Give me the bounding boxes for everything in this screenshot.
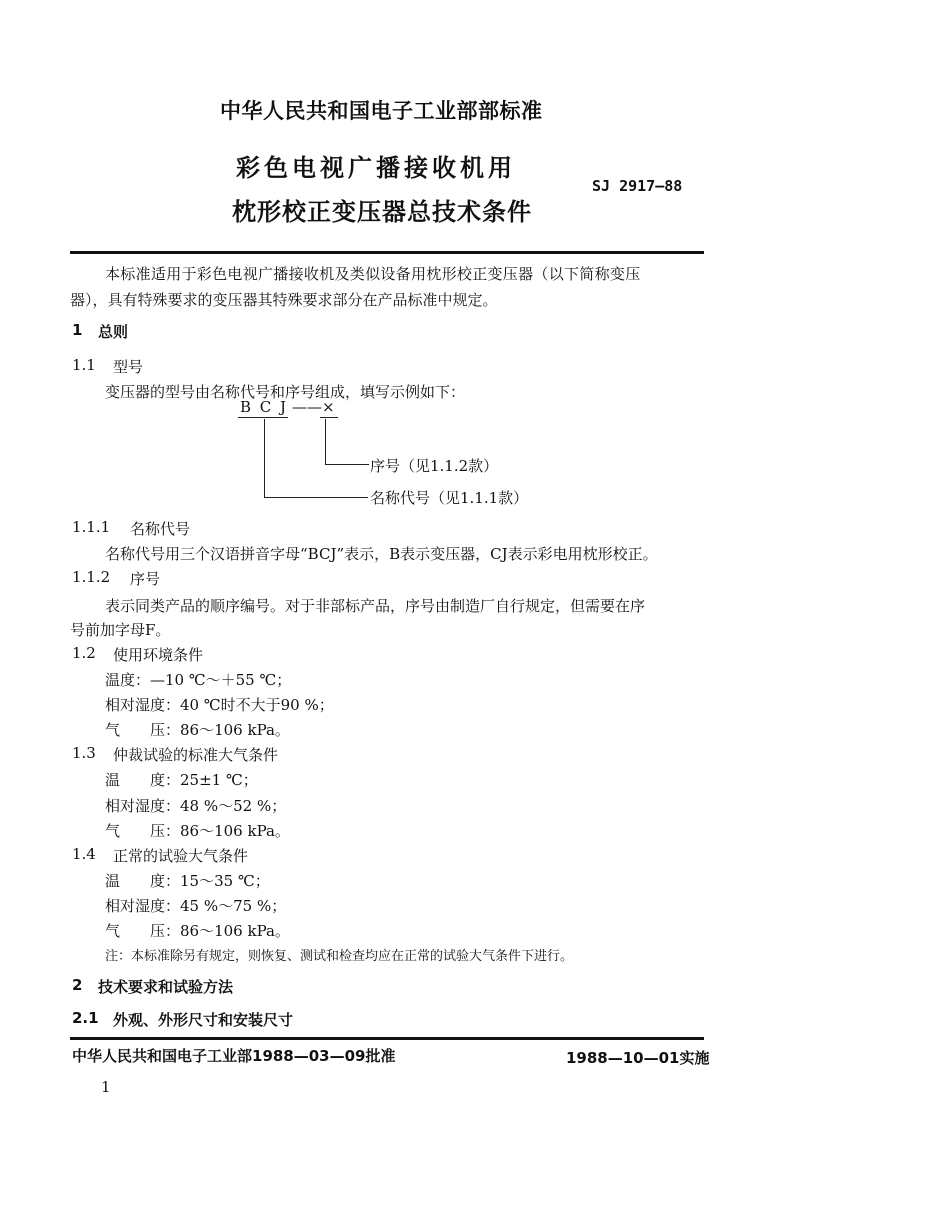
section-1-4-title: 正常的试验大气条件 [113, 847, 249, 865]
section-1-3-temperature: 温 度：25±1 ℃； [105, 771, 258, 789]
section-1-2-number: 1.2 [72, 644, 96, 662]
note: 注：本标准除另有规定，则恢复、测试和检查均应在正常的试验大气条件下进行。 [105, 949, 574, 964]
header-rule [70, 251, 704, 254]
section-2-title: 技术要求和试验方法 [98, 978, 234, 996]
name-leader-vertical [264, 419, 265, 497]
section-1-2-humidity: 相对湿度：40 ℃时不大于90 %； [105, 696, 334, 714]
section-1-4-temperature: 温 度：15～35 ℃； [105, 872, 270, 890]
section-2-1-number: 2.1 [72, 1009, 99, 1027]
model-code: B C J [240, 398, 289, 416]
section-1-2-temperature: 温度：—10 ℃～＋55 ℃； [105, 671, 292, 689]
section-1-3-pressure: 气 压：86～106 kPa。 [105, 822, 290, 840]
title-line-1: 彩色电视广播接收机用 [236, 154, 516, 182]
section-1-4-pressure: 气 压：86～106 kPa。 [105, 922, 290, 940]
serial-underline [320, 417, 338, 418]
section-1-1-1-title: 名称代号 [130, 520, 191, 538]
intro-line-1: 本标准适用于彩色电视广播接收机及类似设备用枕形校正变压器（以下简称变压 [105, 265, 641, 283]
approval-date: 中华人民共和国电子工业部1988—03—09批准 [72, 1047, 396, 1065]
section-1-title: 总则 [98, 323, 129, 341]
section-1-3-number: 1.3 [72, 744, 96, 762]
section-1-3-title: 仲裁试验的标准大气条件 [113, 746, 279, 764]
section-1-2-pressure: 气 压：86～106 kPa。 [105, 721, 290, 739]
section-1-2-title: 使用环境条件 [113, 646, 204, 664]
standard-number: SJ 2917—88 [592, 177, 683, 195]
section-1-4-number: 1.4 [72, 845, 96, 863]
section-1-1-2-number: 1.1.2 [72, 568, 111, 586]
section-1-1-text: 变压器的型号由名称代号和序号组成，填写示例如下： [105, 383, 466, 401]
section-2-number: 2 [72, 976, 83, 994]
serial-leader-horizontal [325, 464, 369, 465]
section-1-3-humidity: 相对湿度：48 %～52 %； [105, 797, 287, 815]
section-1-1-2-line-2: 号前加字母F。 [70, 621, 171, 639]
code-underline [238, 417, 288, 418]
section-1-1-1-number: 1.1.1 [72, 518, 111, 536]
serial-leader-vertical [325, 419, 326, 464]
issuing-organization: 中华人民共和国电子工业部部标准 [220, 99, 543, 123]
section-1-number: 1 [72, 321, 83, 339]
model-serial-placeholder: ——× [292, 398, 335, 416]
section-1-1-2-line-1: 表示同类产品的顺序编号。对于非部标产品，序号由制造厂自行规定，但需要在序 [105, 597, 646, 615]
section-1-1-number: 1.1 [72, 356, 96, 374]
footer-rule [70, 1037, 704, 1040]
section-1-1-2-title: 序号 [130, 570, 161, 588]
title-line-2: 枕形校正变压器总技术条件 [232, 198, 532, 226]
section-1-4-humidity: 相对湿度：45 %～75 %； [105, 897, 287, 915]
section-2-1-title: 外观、外形尺寸和安装尺寸 [113, 1011, 294, 1029]
intro-line-2: 器），具有特殊要求的变压器其特殊要求部分在产品标准中规定。 [70, 291, 498, 309]
serial-label: 序号（见1.1.2款） [370, 457, 499, 475]
section-1-1-1-text: 名称代号用三个汉语拼音字母“BCJ”表示，B表示变压器，CJ表示彩电用枕形校正。 [105, 545, 658, 563]
section-1-1-title: 型号 [113, 358, 144, 376]
effective-date: 1988—10—01实施 [566, 1049, 710, 1067]
page-number: 1 [101, 1078, 111, 1096]
name-code-label: 名称代号（见1.1.1款） [370, 489, 529, 507]
name-leader-horizontal [264, 497, 368, 498]
